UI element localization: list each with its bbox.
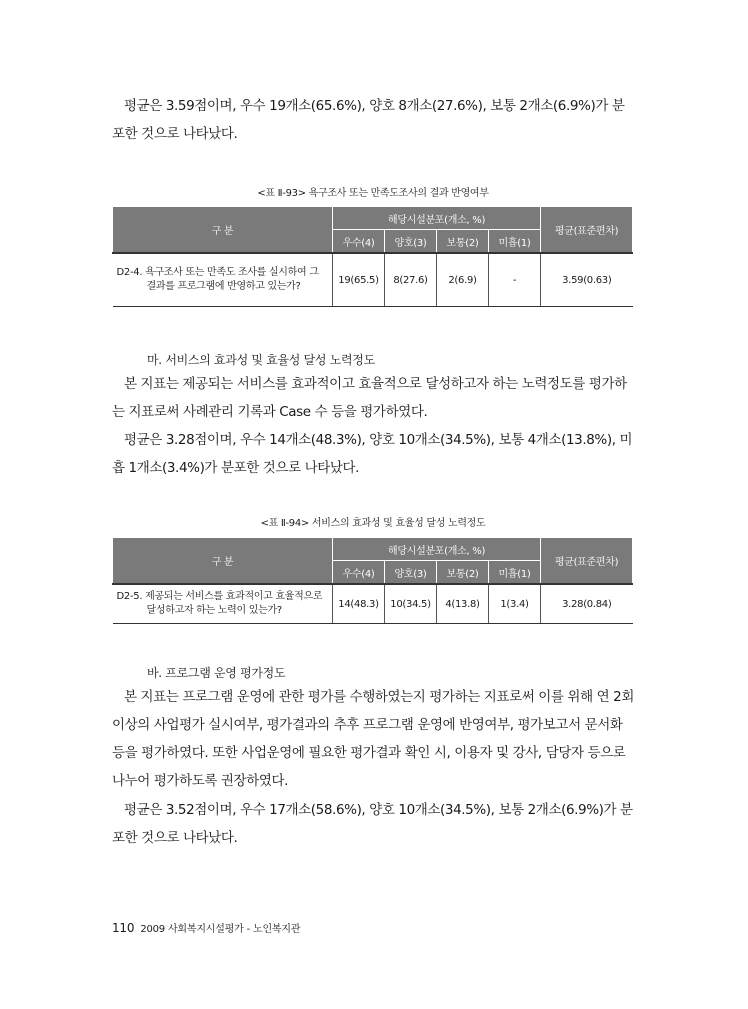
footer-title: 2009 사회복지시설평가 - 노인복지관 bbox=[140, 924, 301, 935]
table-94 bbox=[112, 537, 633, 624]
header-mean: 평균(표준편차) bbox=[541, 207, 633, 254]
header-distribution: 해당시설분포(개소, %) bbox=[333, 538, 541, 561]
header-poor: 미흡(1) bbox=[489, 230, 541, 254]
cell-poor: 1(3.4) bbox=[489, 584, 541, 624]
header-average: 보통(2) bbox=[437, 230, 489, 254]
header-excellent: 우수(4) bbox=[333, 561, 385, 585]
paragraph-mean-d2-5: 평균은 3.28점이며, 우수 14개소(48.3%), 양호 10개소(34.5%), 보통 4개소(13.8%), 미흡 1개소(3.4%)가 분포한 것으로 나타났다. bbox=[112, 432, 633, 476]
table-94-caption: <표 Ⅱ-94> 서비스의 효과성 및 효율성 달성 노력정도 bbox=[260, 518, 486, 529]
header-poor: 미흡(1) bbox=[489, 561, 541, 585]
header-distribution: 해당시설분포(개소, %) bbox=[333, 207, 541, 230]
cell-excellent: 19(65.5) bbox=[333, 253, 385, 307]
row-item: D2-5. 제공되는 서비스를 효과적이고 효율적으로 달성하고자 하는 노력이 있는가? bbox=[116, 591, 323, 616]
section-heading-ba: 바. 프로그램 운영 평가정도 bbox=[147, 666, 286, 680]
header-excellent: 우수(4) bbox=[333, 230, 385, 254]
header-good: 양호(3) bbox=[385, 561, 437, 585]
header-mean: 평균(표준편차) bbox=[541, 538, 633, 585]
paragraph-mean-d2-6: 평균은 3.52점이며, 우수 17개소(58.6%), 양호 10개소(34.5%), 보통 2개소(6.9%)가 분포한 것으로 나타났다. bbox=[112, 802, 633, 846]
table-93 bbox=[112, 206, 633, 307]
cell-mean: 3.28(0.84) bbox=[541, 584, 633, 624]
cell-poor: - bbox=[489, 253, 541, 307]
header-gubun: 구 분 bbox=[113, 207, 333, 254]
cell-good: 8(27.6) bbox=[385, 253, 437, 307]
header-gubun: 구 분 bbox=[113, 538, 333, 585]
section-heading-ma: 마. 서비스의 효과성 및 효율성 달성 노력정도 bbox=[147, 353, 375, 367]
cell-good: 10(34.5) bbox=[385, 584, 437, 624]
cell-average: 2(6.9) bbox=[437, 253, 489, 307]
cell-mean: 3.59(0.63) bbox=[541, 253, 633, 307]
page-footer bbox=[112, 920, 300, 935]
paragraph-indicator-d2-6: 본 지표는 프로그램 운영에 관한 평가를 수행하였는지 평가하는 지표로써 이를 위해 연 2회 이상의 사업평가 실시여부, 평가결과의 추후 프로그램 운영에 반영여부, 평가보고서 문서화 등을 평가하였다. 또한 사업운영에 필요한 평가결과 확인 시, 이용자 및 강사, 담당자 등으로 나누어 평가하도록 권장하였다. bbox=[112, 689, 634, 789]
paragraph-indicator-d2-5: 본 지표는 제공되는 서비스를 효과적이고 효율적으로 달성하고자 하는 노력정도를 평가하는 지표로써 사례관리 기록과 Case 수 등을 평가하였다. bbox=[112, 376, 627, 420]
cell-average: 4(13.8) bbox=[437, 584, 489, 624]
page-number: 110 bbox=[112, 921, 135, 935]
table-row bbox=[113, 584, 633, 624]
row-item: D2-4. 욕구조사 또는 만족도 조사를 실시하여 그 결과를 프로그램에 반영하고 있는가? bbox=[116, 267, 319, 292]
paragraph-mean-d2-4: 평균은 3.59점이며, 우수 19개소(65.6%), 양호 8개소(27.6%), 보통 2개소(6.9%)가 분포한 것으로 나타났다. bbox=[112, 98, 625, 142]
table-93-caption: <표 Ⅱ-93> 욕구조사 또는 만족도조사의 결과 반영여부 bbox=[257, 188, 489, 199]
table-row bbox=[113, 253, 633, 307]
header-average: 보통(2) bbox=[437, 561, 489, 585]
cell-excellent: 14(48.3) bbox=[333, 584, 385, 624]
header-good: 양호(3) bbox=[385, 230, 437, 254]
